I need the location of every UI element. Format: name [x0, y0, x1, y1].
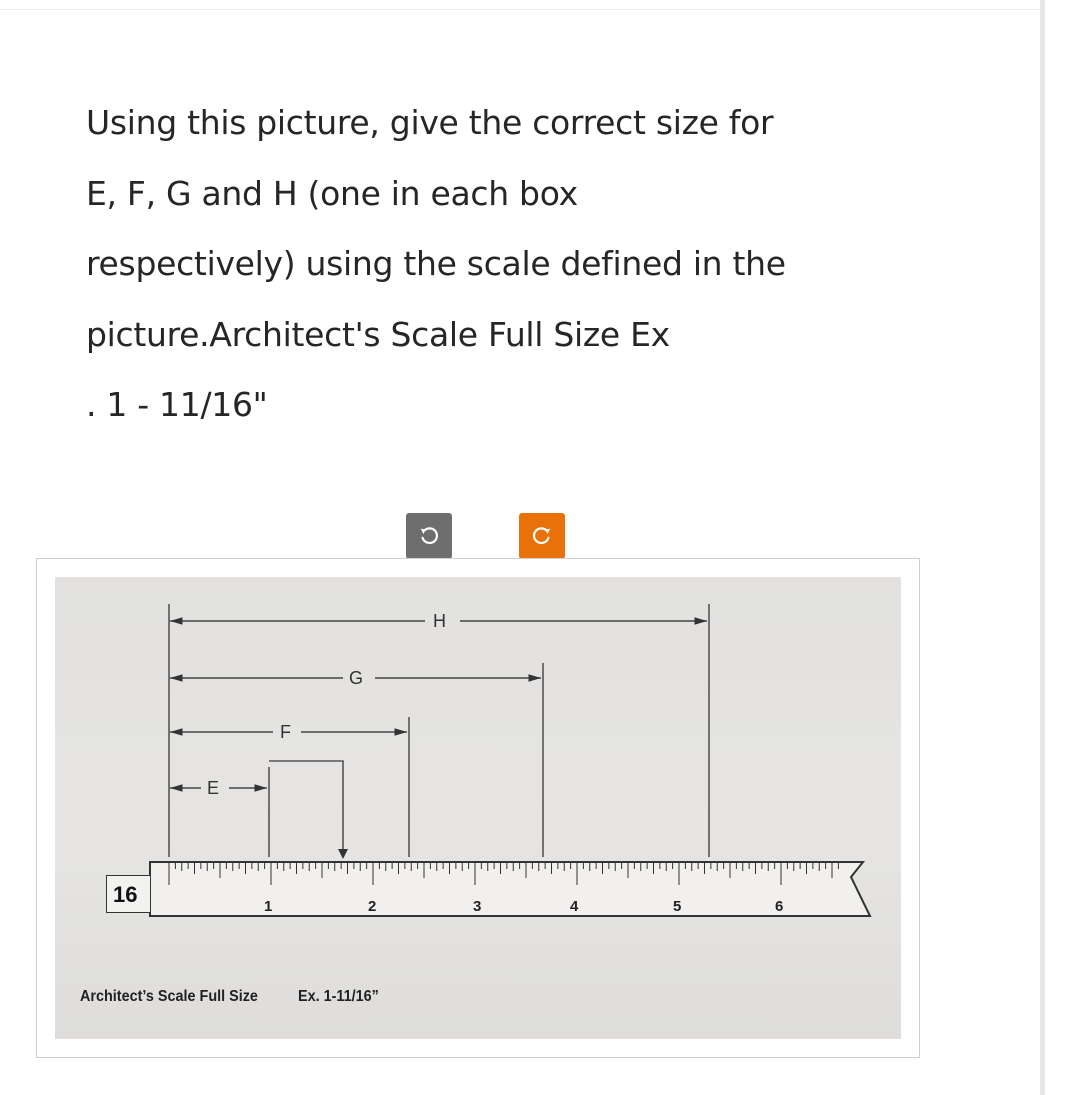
redo-button[interactable]: [519, 513, 565, 559]
question-line-1: Using this picture, give the correct size for: [86, 103, 774, 142]
ruler-number-2: 2: [368, 898, 377, 915]
question-line-5: . 1 - 11/16": [86, 385, 268, 424]
label-h: H: [433, 611, 446, 631]
ruler-number-5: 5: [673, 898, 682, 915]
ruler-photo: [55, 577, 901, 1039]
ruler-number-1: 1: [264, 898, 273, 915]
dimension-drawing: [55, 577, 901, 1039]
redo-icon: [531, 525, 553, 547]
question-line-3: respectively) using the scale defined in the: [86, 244, 786, 283]
label-e: E: [207, 778, 220, 798]
scale-indicator: 16: [106, 875, 150, 913]
ruler-number-4: 4: [570, 898, 579, 915]
ruler-number-6: 6: [775, 898, 784, 915]
question-line-4: picture.Architect's Scale Full Size Ex: [86, 314, 670, 354]
question-line-2: E, F, G and H (one in each box: [86, 173, 578, 213]
undo-button[interactable]: [406, 513, 452, 559]
caption-scale: Architect’s Scale Full Size: [80, 988, 258, 1005]
scrollbar[interactable]: [1040, 0, 1045, 1095]
label-g: G: [349, 668, 364, 688]
question-text: [86, 88, 786, 441]
undo-icon: [418, 525, 440, 547]
label-f: F: [280, 722, 291, 742]
top-divider: [0, 9, 1040, 10]
ruler-number-3: 3: [473, 898, 482, 915]
caption-example: Ex. 1-11/16”: [298, 988, 379, 1005]
